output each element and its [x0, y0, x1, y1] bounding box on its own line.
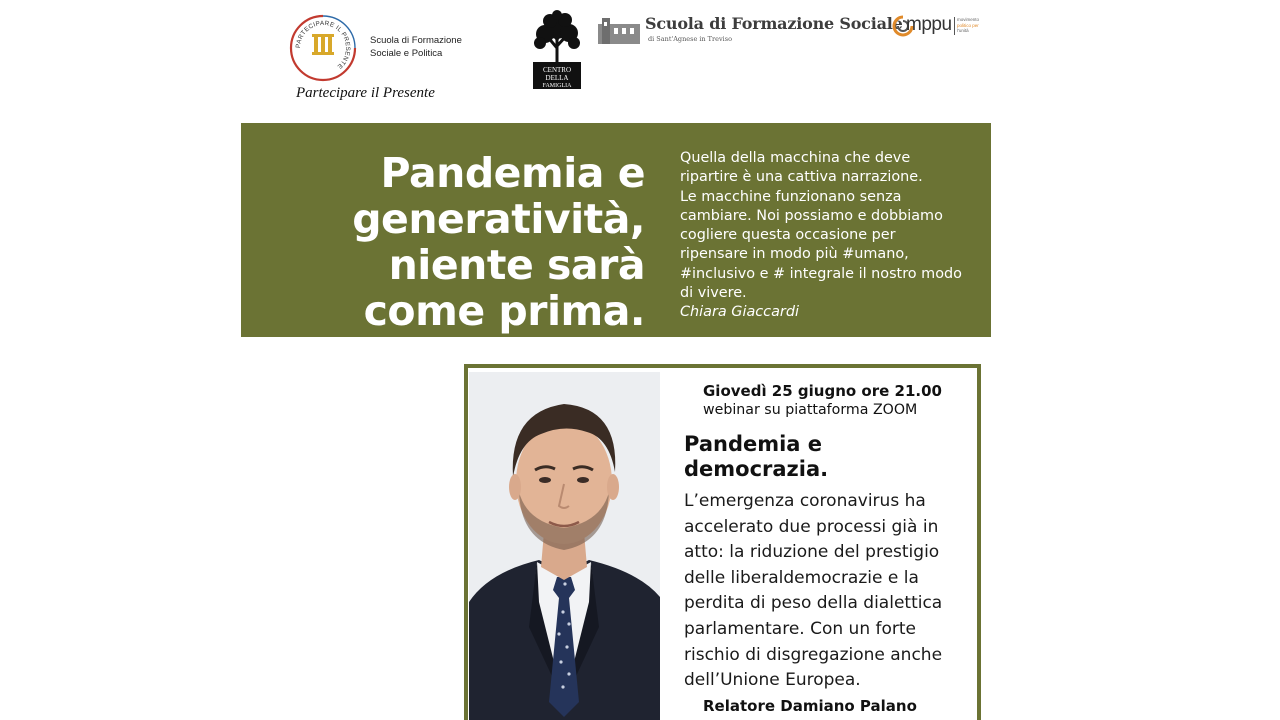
quote-line: cogliere questa occasione per: [680, 227, 896, 244]
speaker-portrait-image: [469, 372, 660, 720]
description-line: L’emergenza coronavirus ha: [684, 491, 926, 511]
ppp-org-line1: Scuola di Formazione: [370, 35, 462, 46]
ppp-org-line2: Sociale e Politica: [370, 48, 443, 59]
quote-author: Chiara Giaccardi: [680, 304, 799, 321]
scuola-formazione-sociale-logo: [598, 14, 903, 48]
mppu-tag-line2: politico per: [957, 22, 979, 28]
description-line: rischio di disgregazione anche: [684, 644, 943, 665]
banner-title: [285, 150, 645, 334]
quote-line: #inclusivo e # integrale il nostro modo: [680, 265, 962, 282]
building-icon: [598, 16, 640, 44]
description-line: accelerato due processi già in: [684, 516, 939, 537]
tree-icon: [532, 10, 582, 90]
banner-title-line: generatività,: [352, 195, 645, 243]
mppu-tag-line3: l'unità: [957, 28, 969, 33]
event-title-line: Pandemia e: [684, 432, 823, 456]
quote-line: ripartire è una cattiva narrazione.: [680, 169, 923, 186]
mppu-tag-line1: movimento: [957, 17, 980, 22]
mppu-separator: [954, 17, 955, 35]
description-line: delle liberaldemocrazie e la: [684, 567, 919, 588]
ppp-motto: Partecipare il Presente: [296, 85, 435, 101]
banner-title-line: Pandemia e: [380, 149, 645, 197]
event-date: Giovedì 25 giugno ore 21.00: [703, 382, 942, 400]
sfs-subtitle: di Sant'Agnese in Treviso: [648, 35, 732, 43]
ppp-org-name: [370, 34, 462, 60]
event-description: [684, 489, 974, 694]
mppu-wordmark: mppu: [906, 14, 952, 35]
partecipare-il-presente-emblem: [287, 12, 359, 84]
event-title: [684, 432, 924, 482]
speaker-photo: [469, 372, 660, 720]
description-line: atto: la riduzione del prestigio: [684, 542, 940, 563]
description-line: perdita di peso della dialettica: [684, 593, 943, 614]
banner-title-line: niente sarà: [388, 241, 645, 289]
quote-line: Le macchine funzionano senza: [680, 188, 902, 205]
svg-text:FAMIGLIA: FAMIGLIA: [542, 83, 572, 89]
quote-line: cambiare. Noi possiamo e dobbiamo: [680, 207, 943, 224]
mppu-tagline: [957, 17, 979, 34]
svg-text:CENTRO: CENTRO: [543, 66, 571, 74]
quote-banner: [241, 123, 991, 337]
event-card: [464, 364, 981, 720]
banner-quote: [680, 149, 980, 323]
centro-della-famiglia-logo: [532, 10, 582, 90]
event-platform: webinar su piattaforma ZOOM: [703, 402, 918, 418]
svg-text:DELLA: DELLA: [545, 74, 569, 82]
description-line: dell’Unione Europea.: [684, 670, 861, 691]
sfs-title: Scuola di Formazione Sociale: [645, 14, 903, 33]
quote-line: ripensare in modo più #umano,: [680, 246, 909, 263]
description-line: parlamentare. Con un forte: [684, 618, 916, 639]
partecipare-il-presente-logo: [287, 10, 487, 110]
ppp-ring-text: PARTECIPARE IL PRESENTE: [294, 19, 352, 71]
banner-title-line: come prima.: [363, 287, 645, 335]
event-speaker: Relatore Damiano Palano: [703, 697, 917, 715]
quote-line: di vivere.: [680, 285, 747, 302]
event-title-line: democrazia.: [684, 457, 829, 481]
mppu-logo: [892, 14, 992, 40]
quote-line: Quella della macchina che deve: [680, 150, 911, 166]
